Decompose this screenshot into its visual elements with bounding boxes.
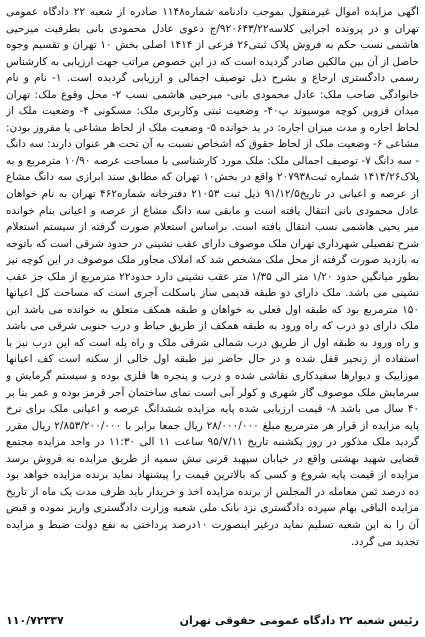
notice-code: ۱۱۰/۷۲۳۳۷: [6, 613, 64, 627]
notice-body-text: اگهی مزایده اموال غیرمنقول بموجب دادنامه شماره۱۱۴۸ صادره از شعبه ۲۲ دادگاه عمومی تهران و در پرونده اجرایی کلاسه۹۲۰۶۴۳/۲۲/ج دعوی عادل محمودی بانی بطرفیت میرحیی هاشمی نسب حکم به فروش پلاک ثبتی۲۶ فرعی از ۱۴۱۴ اصلی بخش ۱۰ تهران و تقسیم وجوه حاصل از آن بین مالکین صادر گردیده است که در این خصوص مراتب جهت ارزیابی به کارشناس رسمی دادگستری ارجاع و بشرح ذیل توصیف اجمالی و ارزیابی گردیده است. ۱- نام و نام خانوادگی صاحب ملک: عادل محمودی بانی- میرحیی هاشمی نسب ۲- محل وقوع ملک: تهران میدان قزوین کوچه موسیوند پ۴۰- وضعیت ثبتی وکاربری ملک: مسکونی ۴- وضعیت ملک از لحاظ اجاره و مدت میزان اجاره: در ید خوانده ۵- وضعیت ملک از لحاظ مشاعی یا مفروز بودن: مشاعی ۶- وضعیت ملک از لحاظ حقوق که اشخاص نسبت به آن تحت هر عنوان دارند: سه دانگ - سه دانگ ۷- توصیف اجمالی ملک: ملک مورد کارشناسی با مساحت عرصه ۱۰/۹۰ مترمربع و به پلاک۱۴۱۴/۲۶ شماره ثبت۲۰۷۹۳۸ واقع در بخش۱۰ تهران که مطابق سند ابرازی سه دانگ مشاع از عرصه و اعیانی در تاریخ۹۱/۱۲/۵ ذیل ثبت ۲۱۰۵۳ دفترخانه شماره۴۶۲ تهران به نام خواهان عادل محمودی بانی انتقال یافته است و مابقی سه دانگ مشاع از عرصه و اعیانی بنام خوانده میر یحیی هاشمی نسب انتقال یافته است. براساس استعلام صورت گرفته از سیستم استعلام شرح تفصیلی شهرداری تهران ملک موصوف دارای عقب نشینی در حدود شرقی است که باتوجه به بازدید صورت گرفته از محل ملک مشخص شد که املاک مجاور ملک موصوف در این کوچه نیز بطور میانگین حدود ۱/۲۰ متر الی ۱/۳۵ متر عقب نشینی دارد حدود۲۲ مترمربع از ملک جز عقب نشینی می باشد. ملک دارای دو طبقه قدیمی ساز باسکلت آجری است که مساحت کل اعیانها ۱۵۰ مترمربع بود که طبقه اول فعلی به خواهان و طبقه همکف متعلق به خوانده می باشد این ملک دارای دو درب که راه ورود به طبقه همکف از طریق حیاط و درب جنوبی شرقی می باشد و راه ورود به طبقه اول از طریق درب شمالی شرقی ملک و راه پله است که این درب نیز با استفاده از زنجیر قفل شده و در حال حاضر نیز طبقه اول خالی از سکنه است کف اعیانها موزاییک و دیوارها سفیدکاری نقاشی شده و درب و پنجره ها فلزی بوده و سیستم گرمایش و سرمایش ملک موصوف گاز شهری و کولر آبی است نمای ساختمان آجر قرمز بوده و عمر بنا بر ۴۰ سال می باشد ۸- قیمت ارزیابی شده پایه مزایده ششدانگ عرصه و اعیانی ملک برای نرخ پایه مزایده از قرار هر مترمربع مبلغ ۲۸/۰۰۰/۰۰۰ ریال جمعا برابر با ۲/۸۵۳/۲۰۰/۰۰۰ ریال مقرر گردید ملک مذکور در روز یکشنبه تاریخ ۹۵/۷/۱۱ ساعت ۱۱ الی ۱۱:۳۰ در واحد مزایده مجتمع قضایی شهید بهشتی واقع در خیابان سپهبد قرنی نبش سمیه از طریق مزایده به فروش برسد مزایده از قیمت پایه شروع و کسی که بالاترین قیمت را پیشنهاد نماید برنده مزایده خواهد بود ده درصد ثمن معامله در المجلس از برنده مزایده اخذ و خریدار باید ظرف مدت یک ماه از تاریخ مزایده الباقی بهام سپرده دادگستری نزد بانک ملی شعبه وزارت دادگستری واریز نموده و قبض آن را به این شعبه تسلیم نماید درغیر اینصورت ۱۰درصد پرداختی به نفع دولت ضبط و مزایده تجدید می گردد.: [6, 6, 419, 548]
signature-line: رئیس شعبه ۲۲ دادگاه عمومی حقوقی تهران: [179, 613, 419, 627]
notice-footer: [6, 609, 419, 631]
